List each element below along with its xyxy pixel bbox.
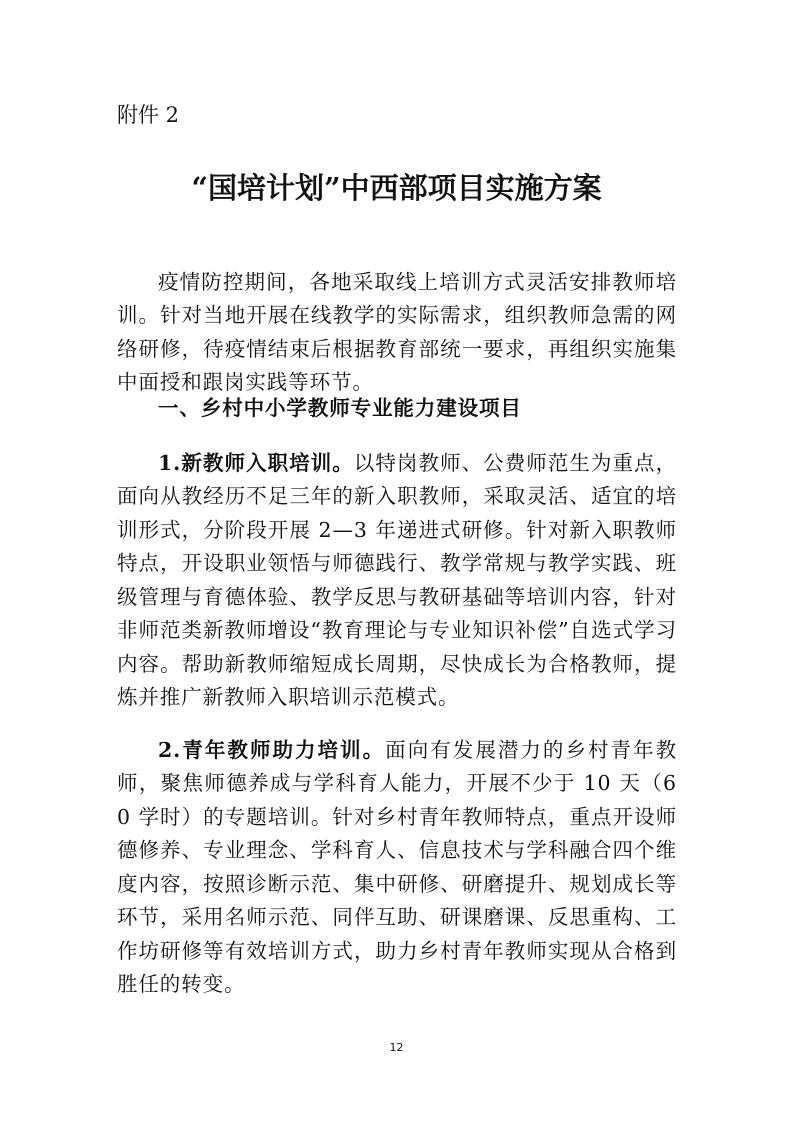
item-new-teacher-training	[117, 447, 677, 715]
page-number: 12	[389, 1041, 404, 1054]
document-title: “国培计划”中西部项目实施方案	[191, 171, 602, 205]
attachment-label: 附件 2	[117, 103, 180, 127]
item-lead: 2.青年教师助力培训。	[158, 737, 386, 762]
item-body: 面向有发展潜力的乡村青年教师，聚焦师德养成与学科育人能力，开展不少于 10 天（60 学时）的专题培训。针对乡村青年教师特点，重点开设师德修养、专业理念、学科育人、信息技术与学科融合四个维度内容，按照诊断示范、集中研修、研磨提升、规划成长等环节，采用名师示范、同伴互助、研课磨课、反思重构、工作坊研修等有效培训方式，助力乡村青年教师实现从合格到胜任的转变。	[117, 737, 677, 996]
section-heading: 一、乡村中小学教师专业能力建设项目	[158, 396, 522, 420]
intro-paragraph: 疫情防控期间，各地采取线上培训方式灵活安排教师培训。针对当地开展在线教学的实际需求，组织教师急需的网络研修，待疫情结束后根据教育部统一要求，再组织实施集中面授和跟岗实践等环节。	[117, 269, 677, 394]
item-young-teacher-training	[117, 734, 677, 1002]
item-lead: 1.新教师入职培训。	[158, 450, 354, 475]
item-body: 以特岗教师、公费师范生为重点，面向从教经历不足三年的新入职教师，采取灵活、适宜的培训形式，分阶段开展 2—3 年递进式研修。针对新入职教师特点，开设职业领悟与师德践行、教学常规与教学实践、班级管理与育德体验、教学反思与教研基础等培训内容，针对非师范类新教师增设“教育理论与专业知识补偿”自选式学习内容。帮助新教师缩短成长周期，尽快成长为合格教师，提炼并推广新教师入职培训示范模式。	[117, 450, 677, 709]
